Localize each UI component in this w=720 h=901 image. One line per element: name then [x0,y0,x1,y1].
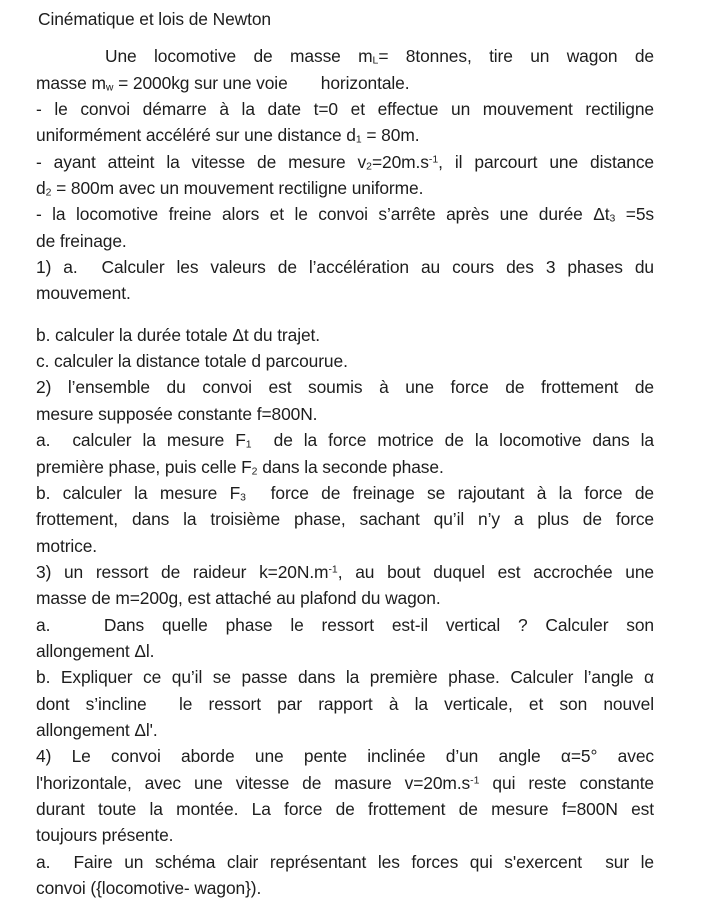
text-line: 4) Le convoi aborde une pente inclinée d’un angle α=5° avec [36,746,654,767]
text-line: b. calculer la mesure $F_3$ force de freinage se rajoutant à la force de [36,482,654,504]
text-line: Une locomotive de masse $m_L=$ 8tonnes, tire un wagon de [105,46,654,67]
text-line: 1) a. Calculer les valeurs de l’accélération au cours des 3 phases du [36,257,654,278]
text-line: a. calculer la mesure $F_1$ de la force motrice de la locomotive dans la [36,430,654,451]
text-line: frottement, dans la troisième phase, sachant qu’il n’y a plus de force [36,509,654,530]
text-line: $d_2 = 800m$ avec un mouvement rectiligne uniforme. [36,178,424,199]
text-line: 3) un ressort de raideur $k=20N.m^{-1}$, au bout duquel est accrochée une [36,561,654,582]
text-line: convoi ({locomotive- wagon}). [36,878,262,898]
text-line: b. calculer la durée totale Δt du trajet. [36,324,320,345]
text-line: de freinage. [36,230,127,251]
text-line: masse de m=200g, est attaché au plafond du wagon. [36,588,441,609]
text-line: 2) l’ensemble du convoi est soumis à une force de frottement de [36,377,654,398]
text-line: l'horizontale, avec une vitesse de masure $v=20m.s^{-1}$ qui reste constante [36,772,654,793]
text-line: c. calculer la distance totale d parcourue. [36,351,348,372]
text-line: a. Dans quelle phase le ressort est-il vertical ? Calculer son [36,614,654,635]
text-line: toujours présente. [36,825,174,846]
text-line: première phase, puis celle $F_2$ dans la seconde phase. [36,456,444,477]
document-title: Cinématique et lois de Newton [38,9,271,29]
text-line: uniformément accéléré sur une distance $d_1 = 80m$. [36,125,420,146]
text-line: durant toute la montée. La force de frottement de mesure f=800N est [36,798,654,819]
text-line: dont s’incline le ressort par rapport à la verticale, et son nouvel [36,693,654,714]
text-line: b. Expliquer ce qu’il se passe dans la première phase. Calculer l’angle α [36,667,654,688]
text-line: - ayant atteint la vitesse de mesure $v_2=20m.s^{-1}$, il parcourt une distance [36,151,655,172]
text-line: allongement Δl. [36,640,155,661]
text-line: mouvement. [36,283,131,304]
text-line: - la locomotive freine alors et le convoi s’arrête après une durée $\Delta t_3 =5s$ [36,204,654,225]
document-body [36,43,654,901]
text-line: motrice. [36,535,98,556]
text-line: masse $m_w = 2000kg$ sur une voie horizontale. [36,72,410,93]
text-line: a. Faire un schéma clair représentant les forces qui s'exercent sur le [36,851,654,872]
text-line: allongement Δl'. [36,719,158,740]
text-line: - le convoi démarre à la date t=0 et effectue un mouvement rectiligne [36,99,654,120]
text-line: mesure supposée constante f=800N. [36,403,318,424]
